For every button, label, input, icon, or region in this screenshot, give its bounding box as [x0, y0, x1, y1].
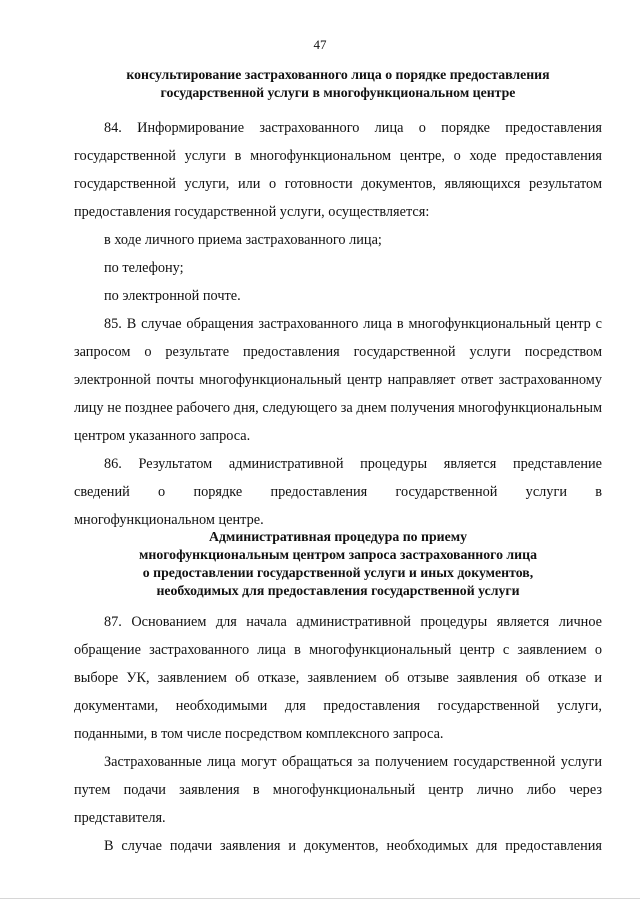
heading-line: необходимых для предоставления государственной услуги [156, 583, 520, 598]
section-heading [74, 528, 602, 600]
list-item: по электронной почте. [104, 288, 241, 304]
list-item: в ходе личного приема застрахованного лица; [104, 232, 382, 248]
list-item: по телефону; [104, 260, 184, 276]
paragraph-84: 84. Информирование застрахованного лица о порядке предоставления государственной услуги в многофункциональном центре, о ходе предоставления государственной услуги, или о готовности документов, являющихся результатом предоставления государственной услуги, осуществляется: [74, 120, 602, 220]
heading-line: многофункциональным центром запроса застрахованного лица [139, 547, 537, 562]
heading-line: Административная процедура по приему [208, 529, 467, 544]
heading-line: консультирование застрахованного лица о порядке предоставления [126, 67, 550, 82]
paragraph-85: 85. В случае обращения застрахованного лица в многофункциональный центр с запросом о результате предоставления государственной услуги посредством электронной почты многофункциональный центр направляет ответ застрахованному лицу не позднее рабочего дня, следующего за днем получения многофункциональным центром указанного запроса. [74, 316, 602, 444]
subsection-heading [74, 66, 602, 102]
page-bottom-edge [0, 898, 640, 899]
paragraph-insured-persons: Застрахованные лица могут обращаться за получением государственной услуги путем подачи заявления в многофункциональный центр лично либо через представителя. [74, 754, 602, 826]
paragraph-84-block [74, 114, 602, 534]
heading-line: о предоставлении государственной услуги и иных документов, [142, 565, 534, 580]
paragraph-86-line: многофункциональном центре. [74, 512, 264, 528]
paragraph-86-line: 86. Результатом административной процедуры является представление [104, 456, 602, 472]
page-number: 47 [313, 37, 327, 52]
paragraph-86-line: сведений о порядке предоставления государственной услуги в [74, 484, 602, 500]
paragraph-87-block [74, 608, 602, 860]
paragraph-87: 87. Основанием для начала административной процедуры является личное обращение застрахованного лица в многофункциональный центр с заявлением о выборе УК, заявлением об отказе, заявлением об отзыве заявления об отказе и документами, необходимыми для предоставления государственной услуги, поданными, в том числе посредством комплексного запроса. [74, 614, 602, 742]
heading-line: государственной услуги в многофункциональном центре [160, 85, 516, 100]
paragraph-last-line: В случае подачи заявления и документов, необходимых для предоставления [104, 838, 602, 854]
